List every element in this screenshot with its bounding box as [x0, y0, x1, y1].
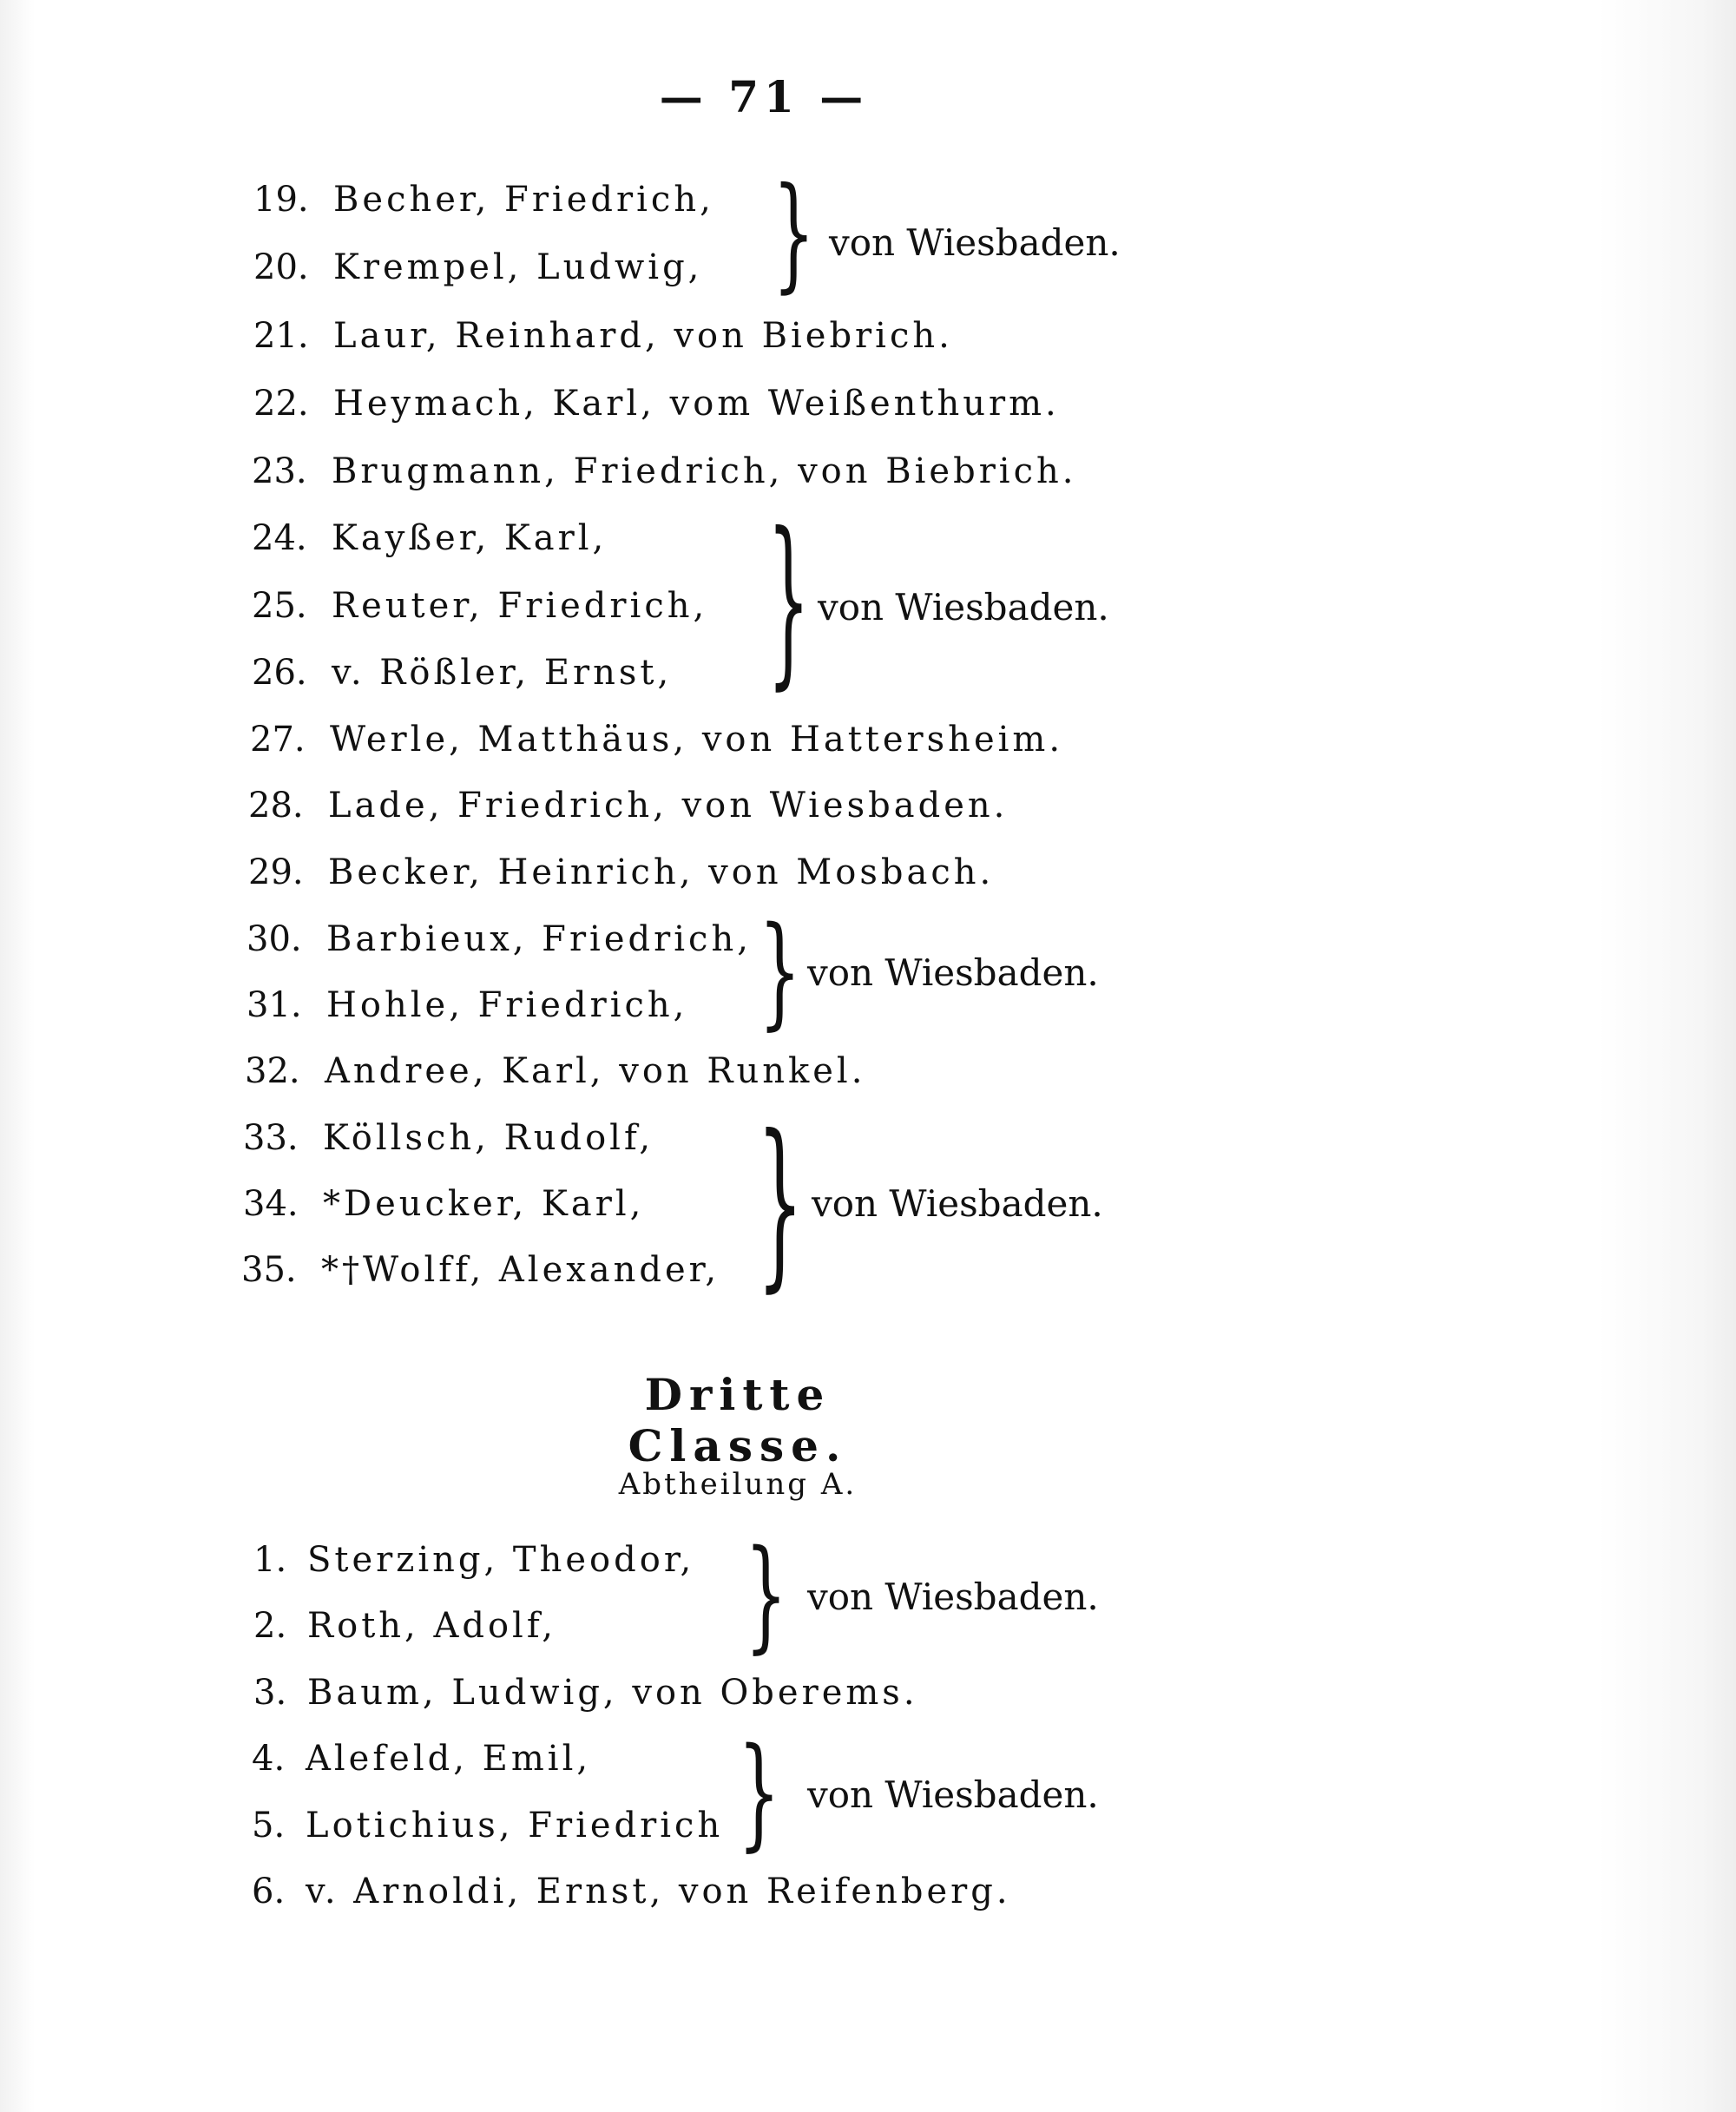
group-label: von Wiesbaden. — [818, 586, 1109, 628]
brace-icon: } — [759, 901, 801, 1043]
brace-icon: } — [767, 495, 810, 707]
list-item — [243, 1116, 654, 1160]
entry-number: 35. — [241, 1250, 297, 1290]
entry-name: Becker, Heinrich, von Mosbach. — [328, 852, 995, 892]
entry-name: Becher, Friedrich, — [333, 180, 714, 220]
list-item — [253, 178, 714, 221]
list-item — [253, 246, 702, 289]
entry-number: 24. — [252, 518, 307, 558]
list-item — [245, 1049, 865, 1093]
entry-name: Lade, Friedrich, von Wiesbaden. — [328, 786, 1009, 826]
list-item — [252, 1804, 723, 1847]
entry-number: 5. — [252, 1806, 286, 1846]
entry-name: Hohle, Friedrich, — [326, 985, 688, 1025]
page-number: — 71 — — [659, 71, 869, 122]
entry-name: Roth, Adolf, — [307, 1606, 556, 1646]
list-item — [250, 718, 1063, 761]
entry-number: 33. — [243, 1118, 299, 1158]
entry-number: 3. — [253, 1673, 287, 1713]
entry-number: 2. — [253, 1606, 287, 1646]
group-label: von Wiesbaden. — [807, 951, 1099, 994]
entry-name: Lotichius, Friedrich — [306, 1806, 724, 1846]
entry-name: v. Arnoldi, Ernst, von Reifenberg. — [306, 1872, 1011, 1911]
entry-name: Andree, Karl, von Runkel. — [325, 1051, 866, 1091]
entry-name: v. Rößler, Ernst, — [332, 653, 673, 693]
entry-number: 30. — [247, 919, 302, 959]
entry-number: 21. — [253, 316, 309, 356]
entry-number: 31. — [247, 985, 302, 1025]
entry-number: 34. — [243, 1184, 299, 1224]
list-item — [252, 450, 1076, 493]
entry-name: Reuter, Friedrich, — [332, 586, 708, 626]
entry-number: 25. — [252, 586, 307, 626]
entry-name: *†Wolff, Alexander, — [321, 1250, 720, 1290]
list-item — [252, 651, 672, 694]
list-item — [247, 984, 687, 1027]
list-item — [253, 382, 1060, 425]
entry-name: Werle, Matthäus, von Hattersheim. — [330, 720, 1064, 760]
entry-name: Barbieux, Friedrich, — [326, 919, 752, 959]
entry-number: 32. — [245, 1051, 300, 1091]
entry-name: Baum, Ludwig, von Oberems. — [307, 1673, 918, 1713]
group-label: von Wiesbaden. — [807, 1576, 1099, 1618]
list-item — [243, 1182, 644, 1226]
entry-name: Heymach, Karl, vom Weißenthurm. — [333, 384, 1060, 424]
list-item — [253, 314, 953, 358]
list-item — [248, 851, 994, 894]
entry-name: Sterzing, Theodor, — [307, 1540, 695, 1580]
entry-name: Alefeld, Emil, — [306, 1739, 592, 1779]
list-item — [241, 1248, 720, 1292]
entry-name: Kayßer, Karl, — [332, 518, 608, 558]
entry-number: 27. — [250, 720, 306, 760]
entry-number: 23. — [252, 451, 307, 491]
subsection-title: Abtheilung A. — [618, 1467, 858, 1502]
entry-name: Krempel, Ludwig, — [333, 247, 703, 287]
entry-number: 19. — [253, 180, 309, 220]
entry-number: 20. — [253, 247, 309, 287]
list-item — [253, 1671, 918, 1714]
brace-icon: } — [738, 1722, 780, 1864]
group-label: von Wiesbaden. — [812, 1182, 1103, 1225]
list-item — [252, 584, 707, 628]
entry-number: 22. — [253, 384, 309, 424]
group-label: von Wiesbaden. — [829, 221, 1121, 264]
brace-icon: } — [745, 1524, 787, 1666]
entry-number: 29. — [248, 852, 304, 892]
brace-icon: } — [757, 1097, 804, 1310]
list-item — [247, 918, 752, 961]
entry-name: *Deucker, Karl, — [323, 1184, 645, 1224]
entry-name: Brugmann, Friedrich, von Biebrich. — [332, 451, 1077, 491]
list-item — [253, 1538, 694, 1582]
entry-number: 6. — [252, 1872, 286, 1911]
list-item — [248, 784, 1008, 827]
entry-name: Laur, Reinhard, von Biebrich. — [333, 316, 953, 356]
entry-number: 4. — [252, 1739, 286, 1779]
list-item — [252, 1737, 591, 1780]
list-item — [252, 516, 607, 560]
section-title: Dritte Classe. — [628, 1369, 848, 1471]
entry-number: 1. — [253, 1540, 287, 1580]
group-label: von Wiesbaden. — [807, 1773, 1099, 1816]
list-item — [252, 1870, 1011, 1913]
entry-name: Köllsch, Rudolf, — [323, 1118, 654, 1158]
list-item — [253, 1604, 556, 1648]
entry-number: 26. — [252, 653, 307, 693]
entry-number: 28. — [248, 786, 304, 826]
brace-icon: } — [773, 161, 815, 306]
